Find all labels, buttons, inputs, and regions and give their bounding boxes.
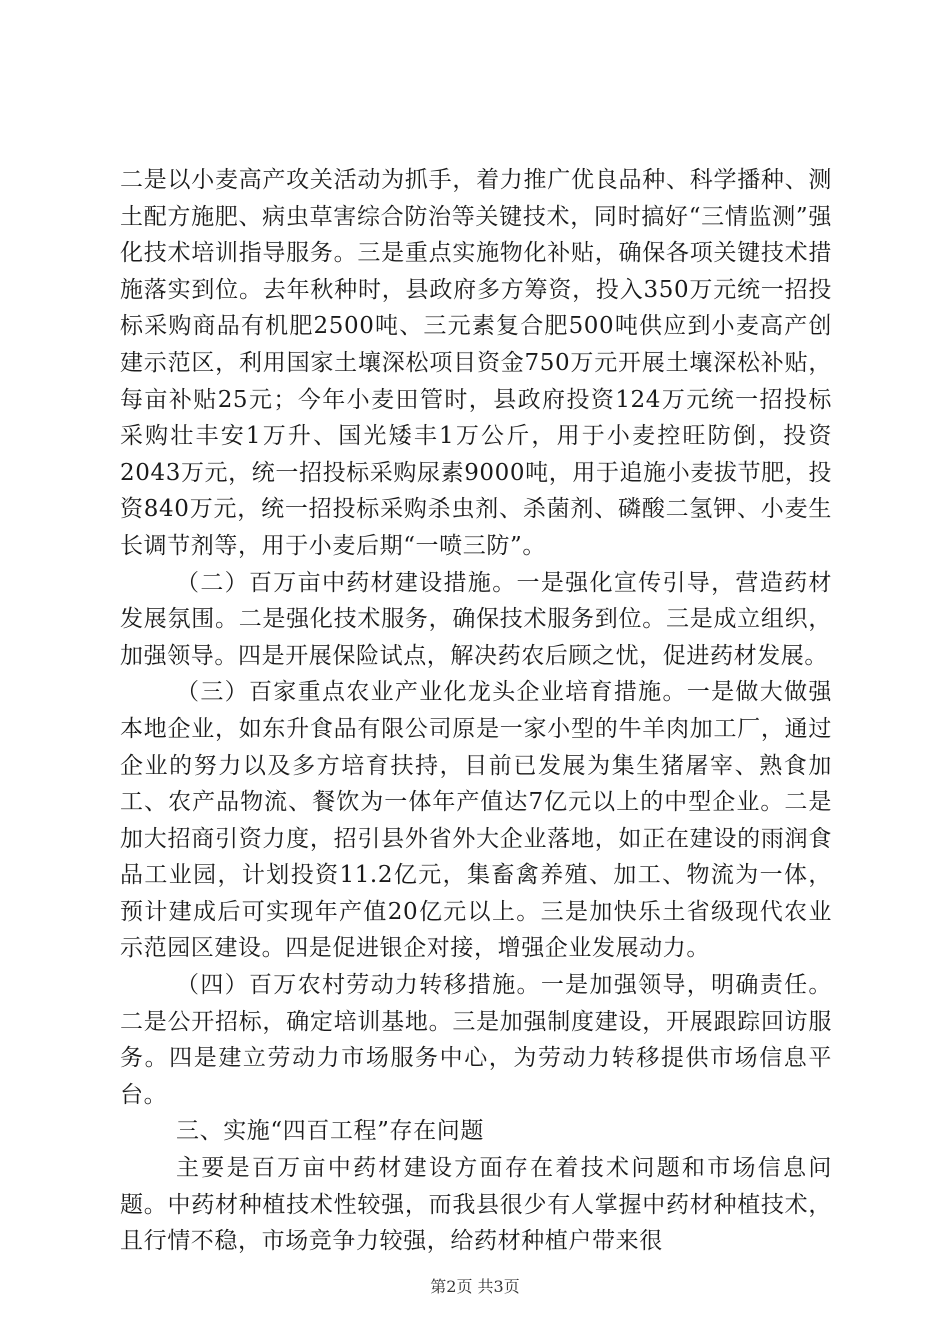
page-number-label: 第2页 共3页 xyxy=(430,1277,520,1296)
paragraph-labor-transfer-measures: （四）百万农村劳动力转移措施。一是加强领导，明确责任。二是公开招标，确定培训基地。三是加强制度建设，开展跟踪回访服务。四是建立劳动力市场服务中心，为劳动力转移提供市场信息平台。 xyxy=(120,972,832,1108)
section-heading-problems: 三、实施“四百工程”存在问题 xyxy=(176,1118,484,1145)
paragraph-wheat-measures: 二是以小麦高产攻关活动为抓手，着力推广优良品种、科学播种、测土配方施肥、病虫草害综合防治等关键技术，同时搞好“三情监测”强化技术培训指导服务。三是重点实施物化补贴，确保各项关键技术措施落实到位。去年秋种时，县政府多方筹资，投入350万元统一招投标采购商品有机肥2500吨、三元素复合肥500吨供应到小麦高产创建示范区，利用国家土壤深松项目资金750万元开展土壤深松补贴，每亩补贴25元；今年小麦田管时，县政府投资124万元统一招投标采购壮丰安1万升、国光矮丰1万公斤，用于小麦控旺防倒，投资2043万元，统一招投标采购尿素9000吨，用于追施小麦拔节肥，投资840万元，统一招投标采购杀虫剂、杀菌剂、磷酸二氢钾、小麦生长调节剂等，用于小麦后期“一喷三防”。 xyxy=(120,167,832,559)
document-body xyxy=(120,162,832,1260)
paragraph-problems: 主要是百万亩中药材建设方面存在着技术问题和市场信息问题。中药材种植技术性较强，而我县很少有人掌握中药材种植技术，且行情不稳，市场竞争力较强，给药材种植户带来很 xyxy=(120,1155,832,1255)
page-footer xyxy=(0,1277,950,1297)
paragraph-herbal-medicine-measures: （二）百万亩中药材建设措施。一是强化宣传引导，营造药材发展氛围。二是强化技术服务，确保技术服务到位。三是成立组织，加强领导。四是开展保险试点，解决药农后顾之忧，促进药材发展。 xyxy=(120,569,832,669)
paragraph-leading-enterprise-measures: （三）百家重点农业产业化龙头企业培育措施。一是做大做强本地企业，如东升食品有限公司原是一家小型的牛羊肉加工厂，通过企业的努力以及多方培育扶持，目前已发展为集生猪屠宰、熟食加工、农产品物流、餐饮为一体年产值达7亿元以上的中型企业。二是加大招商引资力度，招引县外省外大企业落地，如正在建设的雨润食品工业园，计划投资11.2亿元，集畜禽养殖、加工、物流为一体，预计建成后可实现年产值20亿元以上。三是加快乐土省级现代农业示范园区建设。四是促进银企对接，增强企业发展动力。 xyxy=(120,679,832,962)
